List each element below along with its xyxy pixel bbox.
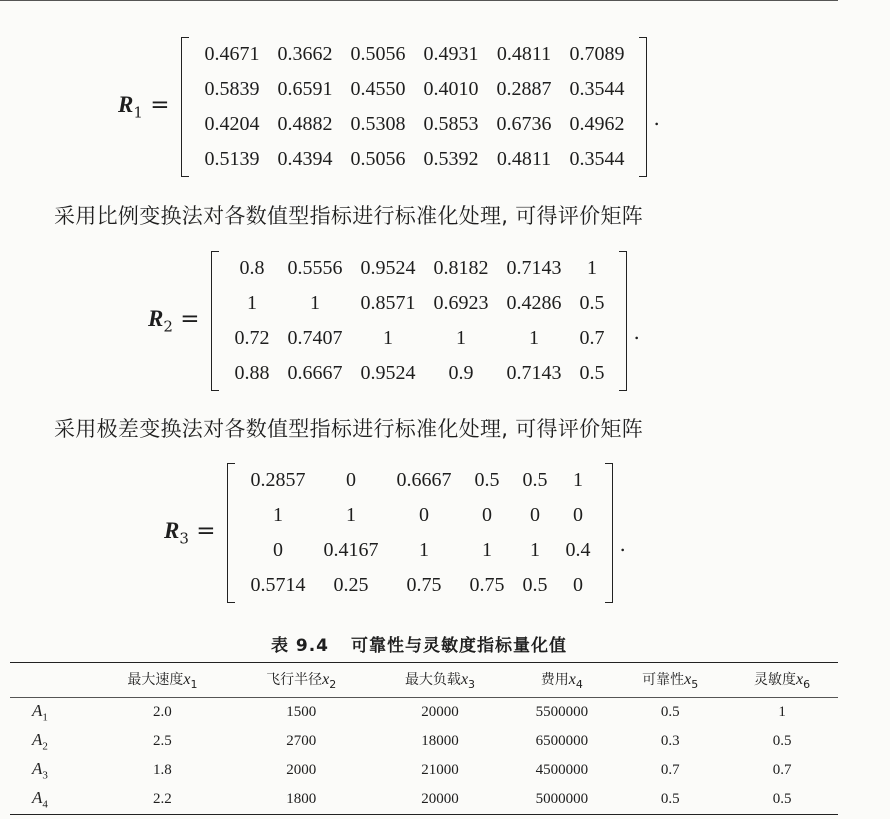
column-header — [371, 663, 510, 698]
text-fragment: 灵敏度 — [754, 672, 796, 689]
matrix-row — [195, 142, 633, 177]
matrix-row — [241, 498, 599, 533]
table-cell: 5500000 — [535, 704, 589, 720]
matrix-r1-label — [118, 92, 169, 122]
column-header — [614, 663, 726, 698]
text-fragment: R — [148, 306, 164, 332]
table-caption — [0, 631, 838, 656]
corner-cell — [10, 663, 93, 698]
matrix-cell: 0.5392 — [423, 148, 479, 170]
text-fragment: A — [32, 788, 43, 808]
matrix-cell: 0.4204 — [204, 113, 260, 135]
text-fragment: = — [150, 92, 170, 119]
matrix-cell: 0 — [345, 469, 356, 491]
period: . — [633, 320, 640, 344]
matrix-cell: 1 — [272, 504, 283, 526]
text-fragment: A — [32, 701, 43, 721]
matrix-cell: 0.5 — [579, 362, 605, 384]
text-fragment: x — [684, 671, 692, 689]
text-fragment: R — [164, 518, 180, 544]
matrix-row — [225, 251, 613, 286]
paragraph-ratio-transform: 采用比例变换法对各数值型指标进行标准化处理, 可得评价矩阵 — [54, 204, 644, 228]
matrix-cell: 0.5056 — [350, 148, 406, 170]
matrix-cell: 0.4550 — [350, 78, 406, 100]
table-cell: 1.8 — [153, 762, 172, 778]
table-cell: 1800 — [286, 791, 317, 807]
quantified-values-table — [10, 662, 838, 815]
text-fragment: 1 — [190, 677, 198, 691]
matrix-cell: 0.5714 — [250, 574, 306, 596]
text-fragment: 1 — [133, 103, 143, 122]
matrix-cell: 0 — [418, 504, 429, 526]
matrix-cell: 0.9524 — [360, 257, 416, 279]
table-cell: 2.2 — [153, 791, 172, 807]
matrix-cell: 1 — [345, 504, 356, 526]
row-header — [10, 756, 93, 785]
matrix-row — [195, 37, 633, 72]
table-cell: 2.5 — [153, 733, 172, 749]
text-fragment: 4 — [575, 677, 583, 691]
text-fragment: x — [796, 671, 804, 689]
table-cell: 0.5 — [772, 791, 792, 807]
matrix-cell: 0.88 — [234, 362, 270, 384]
column-header — [726, 663, 838, 698]
table-cell: 18000 — [421, 733, 459, 749]
text-fragment: 4 — [42, 798, 48, 811]
table-cell: 21000 — [421, 762, 459, 778]
text-fragment: x — [183, 671, 191, 689]
text-fragment: 2 — [329, 677, 337, 691]
table-cell: 1500 — [286, 704, 317, 720]
table-cell: 1 — [778, 704, 786, 720]
matrix-cell: 0.7089 — [569, 43, 625, 65]
text-fragment: 最大速度 — [127, 672, 184, 689]
matrix-cell: 0.4394 — [277, 148, 333, 170]
table-row — [10, 785, 838, 815]
text-fragment: A — [32, 730, 43, 750]
table-cell: 2700 — [286, 733, 317, 749]
period: . — [619, 532, 626, 556]
matrix-cell: 0.4010 — [423, 78, 479, 100]
matrix-row — [241, 533, 599, 568]
text-fragment: 飞行半径 — [266, 672, 323, 689]
table-cell: 0.7 — [772, 762, 792, 778]
matrix-cell: 0.9524 — [360, 362, 416, 384]
matrix-cell: 1 — [481, 539, 492, 561]
matrix-cell: 0.9 — [448, 362, 474, 384]
matrix-cell: 0.4286 — [506, 292, 562, 314]
text-fragment: 3 — [179, 529, 189, 548]
text-fragment: 2 — [42, 740, 48, 753]
matrix-cell: 0.7407 — [287, 327, 343, 349]
text-fragment: x — [568, 671, 576, 689]
table-cell: 20000 — [421, 704, 459, 720]
matrix-row — [241, 463, 599, 498]
matrix-r1-equation — [118, 37, 660, 177]
text-fragment: x — [460, 671, 469, 689]
matrix-cell: 0.5 — [522, 469, 548, 491]
matrix-cell: 0.5853 — [423, 113, 479, 135]
text-fragment: 5 — [691, 677, 699, 691]
matrix-cell: 0.75 — [406, 574, 442, 596]
matrix-cell: 0.6736 — [496, 113, 552, 135]
table-cell: 5000000 — [535, 791, 589, 807]
table-cell: 6500000 — [535, 733, 589, 749]
text-fragment: 1 — [42, 711, 48, 724]
top-rule — [0, 0, 838, 1]
table-row — [10, 698, 838, 728]
matrix-row — [195, 72, 633, 107]
table-number: 表 9.4 — [270, 636, 330, 656]
text-fragment: 6 — [803, 677, 811, 691]
matrix-cell: 0.4167 — [323, 539, 379, 561]
matrix-cell: 0.7143 — [506, 257, 562, 279]
table-header-row — [10, 663, 838, 698]
text-fragment: 最大负载 — [404, 672, 461, 689]
column-header — [93, 663, 232, 698]
matrix-row — [225, 286, 613, 321]
matrix-row — [241, 568, 599, 603]
table-cell: 2.0 — [153, 704, 172, 720]
matrix-r1-brackets — [181, 37, 647, 177]
column-header — [232, 663, 371, 698]
text-fragment: 3 — [42, 769, 48, 782]
matrix-r2-label — [148, 306, 199, 336]
text-fragment: 2 — [163, 317, 173, 336]
matrix-cell: 0 — [572, 574, 583, 596]
matrix-cell: 0.5056 — [350, 43, 406, 65]
table-cell: 4500000 — [535, 762, 589, 778]
matrix-cell: 0.7143 — [506, 362, 562, 384]
text-fragment: = — [196, 518, 216, 545]
matrix-cell: 0.6591 — [277, 78, 333, 100]
matrix-row — [225, 321, 613, 356]
matrix-cell: 0.4 — [565, 539, 591, 561]
period: . — [653, 106, 660, 130]
matrix-cell: 0 — [572, 504, 583, 526]
matrix-cell: 0.72 — [234, 327, 270, 349]
matrix-cell: 0.2857 — [250, 469, 306, 491]
matrix-cell: 0 — [529, 504, 540, 526]
table-cell: 0.7 — [660, 762, 680, 778]
matrix-cell: 0.3544 — [569, 148, 625, 170]
matrix-cell: 0.6667 — [396, 469, 452, 491]
row-header — [10, 698, 93, 728]
matrix-r3-brackets — [227, 463, 613, 603]
matrix-row — [225, 356, 613, 391]
matrix-cell: 1 — [382, 327, 393, 349]
row-header — [10, 727, 93, 756]
matrix-r3-label — [164, 518, 215, 548]
matrix-cell: 0.4811 — [496, 148, 552, 170]
matrix-cell: 0.5556 — [287, 257, 343, 279]
matrix-cell: 0 — [481, 504, 492, 526]
matrix-r2 — [225, 251, 613, 391]
matrix-r2-equation — [148, 251, 640, 391]
matrix-cell: 0 — [272, 539, 283, 561]
text-fragment: R — [118, 92, 134, 118]
matrix-cell: 0.8182 — [433, 257, 489, 279]
matrix-r3 — [241, 463, 599, 603]
text-fragment: = — [180, 306, 200, 333]
matrix-cell: 0.8 — [239, 257, 265, 279]
table-row — [10, 756, 838, 785]
table-cell: 0.5 — [660, 704, 680, 720]
text-fragment: 可靠性 — [642, 672, 685, 689]
matrix-cell: 1 — [246, 292, 257, 314]
matrix-cell: 0.5308 — [350, 113, 406, 135]
matrix-cell: 0.6923 — [433, 292, 489, 314]
table-cell: 2000 — [286, 762, 317, 778]
matrix-cell: 1 — [455, 327, 466, 349]
matrix-cell: 0.8571 — [360, 292, 416, 314]
matrix-cell: 0.7 — [579, 327, 605, 349]
matrix-r2-brackets — [211, 251, 627, 391]
table-cell: 0.3 — [660, 733, 680, 749]
matrix-cell: 1 — [309, 292, 320, 314]
paragraph-range-transform: 采用极差变换法对各数值型指标进行标准化处理, 可得评价矩阵 — [54, 417, 644, 441]
matrix-cell: 0.5 — [474, 469, 500, 491]
matrix-cell: 1 — [528, 327, 539, 349]
matrix-r1 — [195, 37, 633, 177]
matrix-cell: 0.5839 — [204, 78, 260, 100]
row-header — [10, 785, 93, 815]
matrix-row — [195, 107, 633, 142]
matrix-cell: 1 — [418, 539, 429, 561]
matrix-cell: 0.5 — [522, 574, 548, 596]
text-fragment: x — [322, 671, 330, 689]
matrix-cell: 1 — [572, 469, 583, 491]
matrix-cell: 0.4962 — [569, 113, 625, 135]
matrix-cell: 1 — [586, 257, 597, 279]
matrix-cell: 0.4931 — [423, 43, 479, 65]
table-row — [10, 727, 838, 756]
matrix-cell: 0.4671 — [204, 43, 260, 65]
table-cell: 0.5 — [772, 733, 792, 749]
matrix-cell: 0.4882 — [277, 113, 333, 135]
matrix-cell: 0.4811 — [496, 43, 552, 65]
matrix-cell: 0.3662 — [277, 43, 333, 65]
matrix-cell: 0.5139 — [204, 148, 260, 170]
matrix-cell: 0.75 — [469, 574, 505, 596]
matrix-cell: 0.6667 — [287, 362, 343, 384]
text-fragment: 3 — [468, 677, 476, 691]
matrix-cell: 0.3544 — [569, 78, 625, 100]
text-fragment: A — [32, 759, 43, 779]
table-cell: 0.5 — [660, 791, 680, 807]
matrix-cell: 0.2887 — [496, 78, 552, 100]
text-fragment: 费用 — [540, 672, 569, 689]
matrix-cell: 1 — [529, 539, 540, 561]
matrix-r3-equation — [164, 463, 626, 603]
table-title: 可靠性与灵敏度指标量化值 — [351, 636, 568, 656]
matrix-cell: 0.5 — [579, 292, 605, 314]
column-header — [509, 663, 614, 698]
matrix-cell: 0.25 — [333, 574, 369, 596]
table-cell: 20000 — [421, 791, 459, 807]
